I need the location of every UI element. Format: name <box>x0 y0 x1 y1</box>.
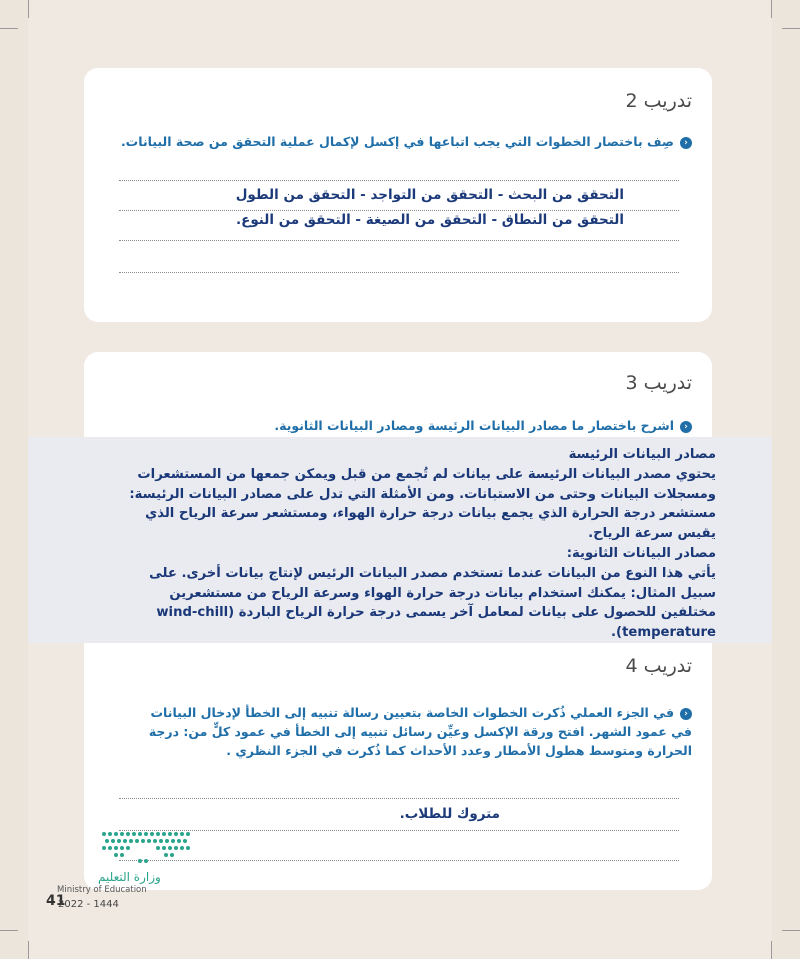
ministry-name-en: Ministry of Education <box>57 885 147 895</box>
exercise-3-question-text: اشرح باختصار ما مصادر البيانات الرئيسة ومصادر البيانات الثانوية. <box>274 418 674 433</box>
exercise-3-title: تدريب 3 <box>625 372 692 394</box>
chevron-left-icon: ‹ <box>680 137 692 149</box>
exercise-2-answer-line-1: التحقق من البحث - التحقق من التواجد - التحقق من الطول <box>235 187 624 203</box>
answer-line <box>119 830 679 831</box>
secondary-sources-heading: مصادر البيانات الثانوية: <box>566 545 716 561</box>
exercise-3-question <box>104 416 692 435</box>
edition-year: 2022 - 1444 <box>58 899 119 910</box>
exercise-4-title: تدريب 4 <box>625 655 692 677</box>
chevron-left-icon: ‹ <box>680 421 692 433</box>
secondary-sources-text: يأتي هذا النوع من البيانات عندما تستخدم مصدر البيانات الرئيس لإنتاج بيانات أخرى. على سبيل المثال: يمكنك استخدام بيانات درجة حرارة الهواء وسرعة الرياح من مستشعرين مختلفين للحصول على بيانات لمعامل آخر يسمى درجة حرارة الرياح الباردة (wind-chill temperature). <box>149 565 716 641</box>
primary-sources-heading: مصادر البيانات الرئيسة <box>568 447 716 462</box>
exercise-2-card <box>84 68 712 322</box>
exercise-3-answer <box>114 445 716 643</box>
exercise-3-answer-box <box>28 437 772 643</box>
page-number: 41 <box>46 893 66 909</box>
answer-line <box>119 798 679 799</box>
exercise-2-question-text: صِف باختصار الخطوات التي يجب اتباعها في إكسل لإكمال عملية التحقق من صحة البيانات. <box>120 134 674 149</box>
chevron-left-icon: ‹ <box>680 708 692 720</box>
crop-mark <box>782 28 800 29</box>
answer-line <box>119 180 679 181</box>
crop-mark <box>28 941 29 959</box>
crop-mark <box>771 0 772 18</box>
crop-mark <box>782 930 800 931</box>
crop-mark <box>28 0 29 18</box>
ministry-logo-icon <box>96 828 196 868</box>
answer-line <box>119 240 679 241</box>
exercise-4-question-text: في الجزء العملي ذُكرت الخطوات الخاصة بتعيين رسالة تنبيه إلى الخطأ لإدخال البيانات في عمود الشهر. افتح ورقة الإكسل وعيِّن رسائل تنبيه إلى الخطأ في عمود كلٍّ من: درجة الحرارة ومتوسط هطول الأمطار وعدد الأحداث كما ذُكرت في الجزء النظري . <box>148 705 692 758</box>
exercise-4-answer: متروك للطلاب. <box>399 806 500 822</box>
crop-mark <box>0 930 18 931</box>
exercise-2-answer-line-2: التحقق من النطاق - التحقق من الصيغة - التحقق من النوع. <box>235 212 624 228</box>
exercise-2-question <box>104 132 692 151</box>
exercise-4-question <box>134 703 692 760</box>
answer-line <box>119 860 679 861</box>
primary-sources-text: يحتوي مصدر البيانات الرئيسة على بيانات لم تُجمع من قبل ويمكن جمعها من المستشعرات ومسجلات البيانات وحتى من الاستبانات. ومن الأمثلة التي تدل على مصادر البيانات الرئيسة: مستشعر درجة الحرارة الذي يجمع بيانات درجة حرارة الهواء، ومستشعر سرعة الرياح الذي يقيس سرعة الرياح. <box>129 466 716 542</box>
answer-line <box>119 272 679 273</box>
exercise-2-title: تدريب 2 <box>625 90 692 112</box>
crop-mark <box>0 28 18 29</box>
crop-mark <box>771 941 772 959</box>
ministry-name-ar: وزارة التعليم <box>98 870 161 884</box>
